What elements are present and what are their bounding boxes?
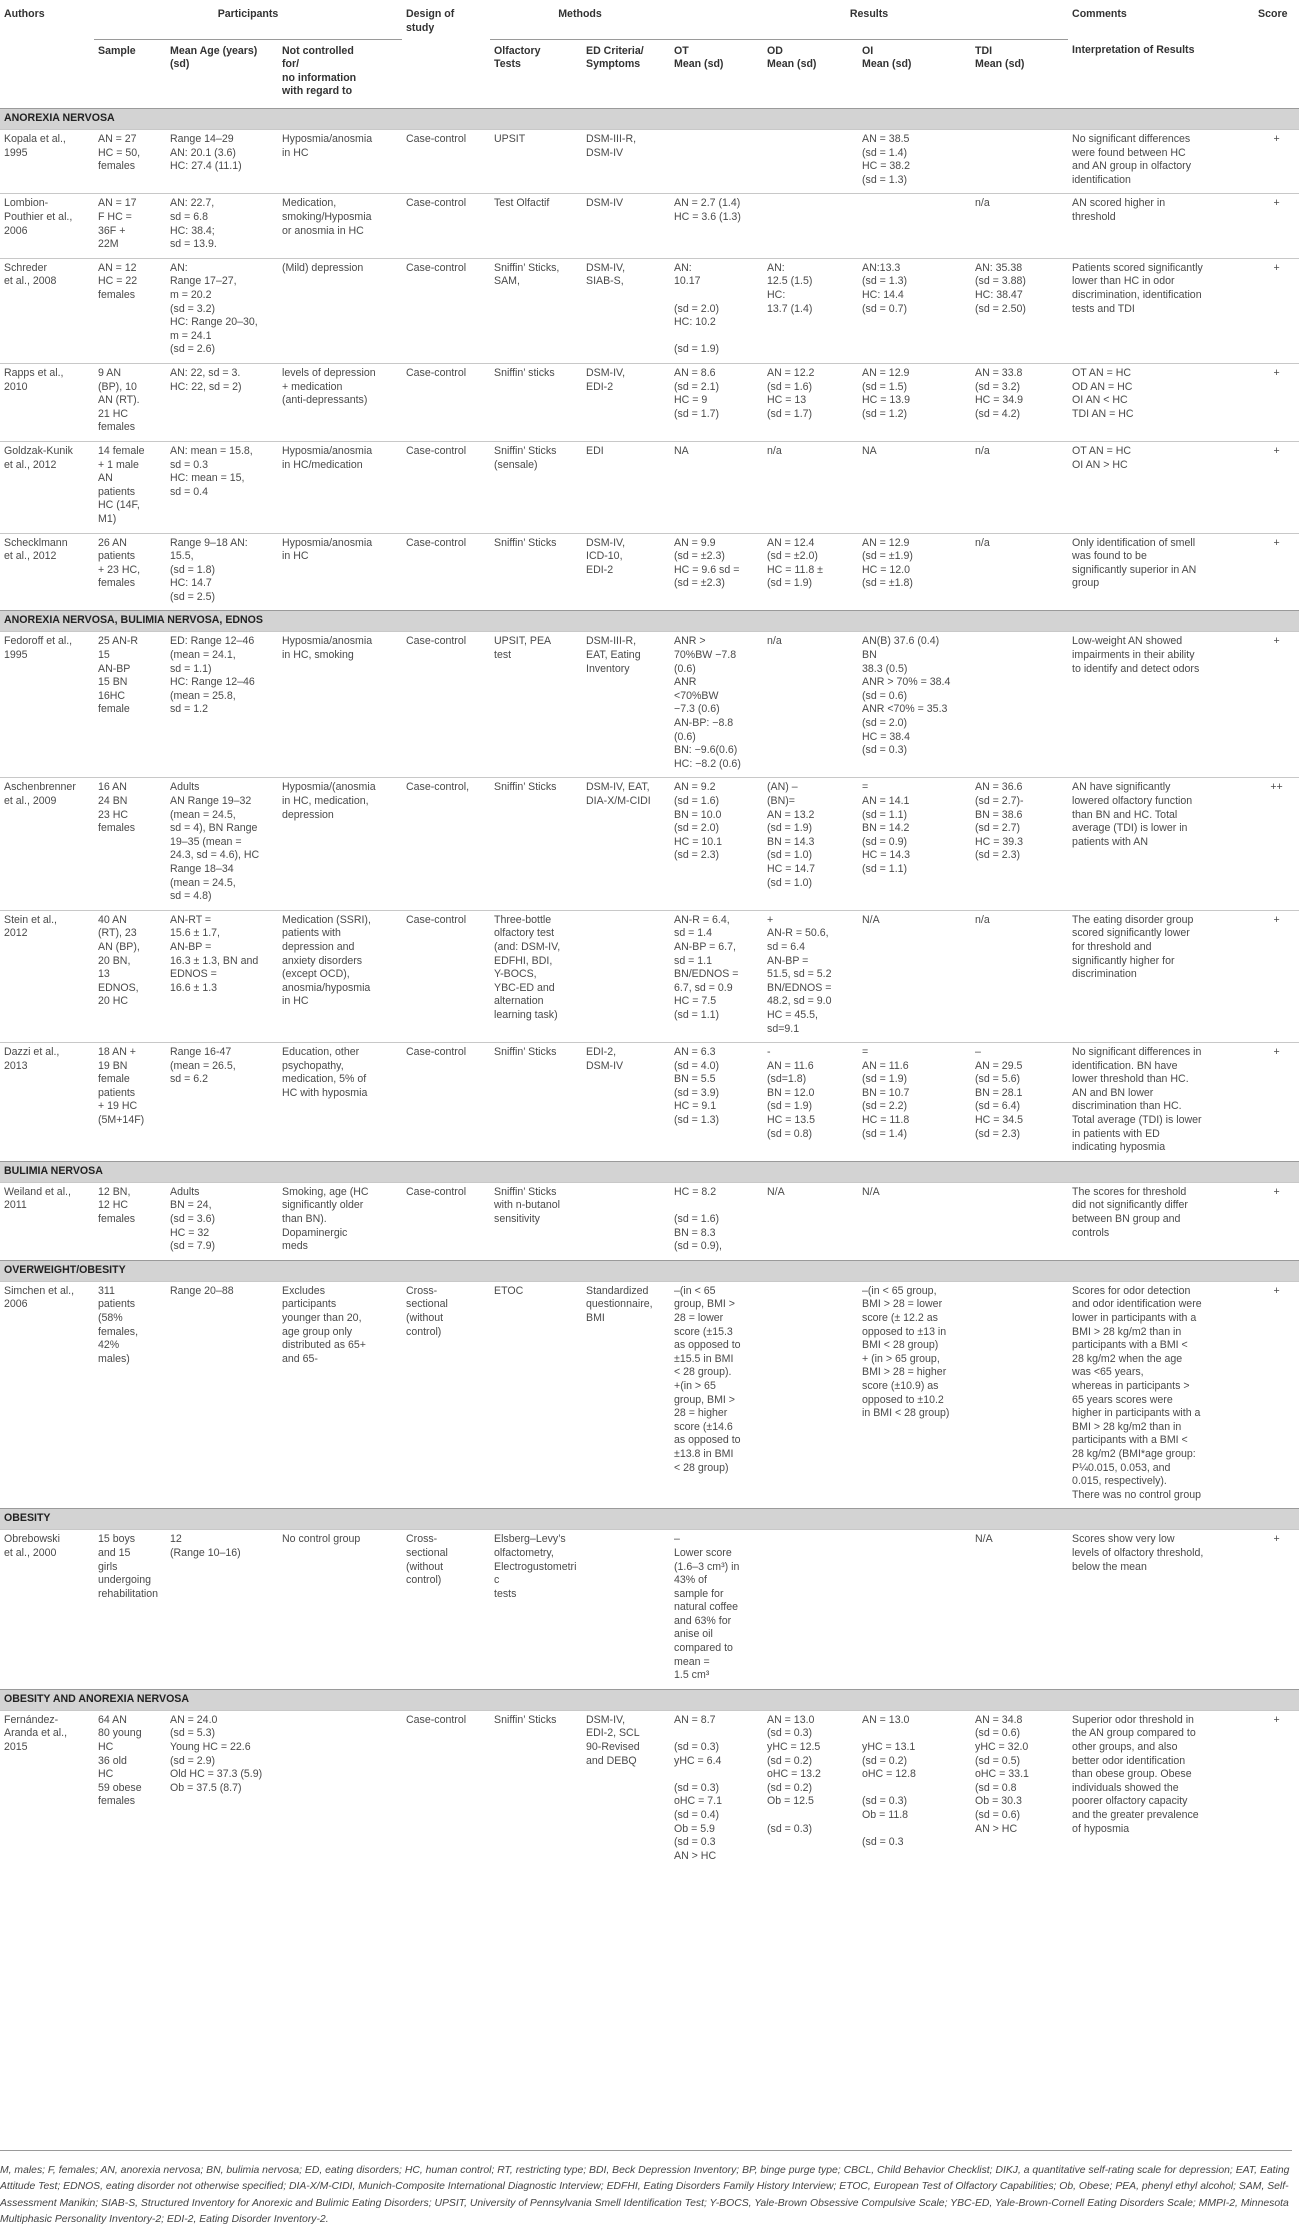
ed-criteria-cell: DSM-IV, EDI-2, SCL 90-Revised and DEBQ bbox=[582, 1710, 670, 1869]
header-od: OD Mean (sd) bbox=[763, 39, 858, 108]
ot-cell: –(in < 65 group, BMI > 28 = lower score (±15.3 as opposed to ±15.5 in BMI < 28 group). +(in > 65 group, BMI > 28 = higher score (±14.6 as opposed to ±13.8 in BMI < 28 group) bbox=[670, 1281, 763, 1509]
not-controlled-cell: Hyposmia/anosmia in HC bbox=[278, 533, 402, 611]
interpretation-cell: OT AN = HC OD AN = HC OI AN < HC TDI AN = HC bbox=[1068, 363, 1254, 441]
od-cell bbox=[763, 130, 858, 194]
design-cell: Case-control bbox=[402, 1043, 490, 1162]
header-interpretation: Interpretation of Results bbox=[1068, 39, 1254, 108]
design-cell: Case-control bbox=[402, 258, 490, 363]
score-cell: + bbox=[1254, 130, 1299, 194]
od-cell: AN = 13.0 (sd = 0.3) yHC = 12.5 (sd = 0.2) oHC = 13.2 (sd = 0.2) Ob = 12.5 (sd = 0.3) bbox=[763, 1710, 858, 1869]
sample-cell: 311 patients (58% females, 42% males) bbox=[94, 1281, 166, 1509]
sample-cell: 16 AN 24 BN 23 HC females bbox=[94, 778, 166, 910]
section-obesity-and-anorexia-nervosa bbox=[0, 1689, 1299, 1710]
tdi-cell: AN = 36.6 (sd = 2.7)- BN = 38.6 (sd = 2.7) HC = 39.3 (sd = 2.3) bbox=[971, 778, 1068, 910]
author-cell: Lombion- Pouthier et al., 2006 bbox=[0, 194, 94, 258]
olfactory-test-cell: UPSIT, PEA test bbox=[490, 632, 582, 778]
score-cell: + bbox=[1254, 1281, 1299, 1509]
sample-cell: 9 AN (BP), 10 AN (RT). 21 HC females bbox=[94, 363, 166, 441]
ed-criteria-cell bbox=[582, 1530, 670, 1690]
mean-age-cell: Range 16-47 (mean = 26.5, sd = 6.2 bbox=[166, 1043, 278, 1162]
design-cell: Case-control bbox=[402, 194, 490, 258]
section-obesity bbox=[0, 1509, 1299, 1530]
header-design: Design of study bbox=[406, 8, 455, 34]
mean-age-cell: Range 20–88 bbox=[166, 1281, 278, 1509]
od-cell: N/A bbox=[763, 1182, 858, 1260]
table-body bbox=[0, 109, 1299, 1870]
section-title: OBESITY AND ANOREXIA NERVOSA bbox=[0, 1689, 1299, 1710]
ot-cell: AN = 9.2 (sd = 1.6) BN = 10.0 (sd = 2.0) HC = 10.1 (sd = 2.3) bbox=[670, 778, 763, 910]
od-cell: AN = 12.4 (sd = ±2.0) HC = 11.8 ± (sd = 1.9) bbox=[763, 533, 858, 611]
not-controlled-cell: Hyposmia/anosmia in HC bbox=[278, 130, 402, 194]
ed-criteria-cell: DSM-IV, ICD-10, EDI-2 bbox=[582, 533, 670, 611]
mean-age-cell: Adults AN Range 19–32 (mean = 24.5, sd = 4), BN Range 19–35 (mean = 24.3, sd = 4.6), HC Range 18–34 (mean = 24.5, sd = 4.8) bbox=[166, 778, 278, 910]
ed-criteria-cell: EDI bbox=[582, 441, 670, 533]
od-cell: (AN) – (BN)= AN = 13.2 (sd = 1.9) BN = 14.3 (sd = 1.0) HC = 14.7 (sd = 1.0) bbox=[763, 778, 858, 910]
table-footnote: M, males; F, females; AN, anorexia nervosa; BN, bulimia nervosa; ED, eating disorders; HC, human control; RT, restricting type; BDI, Beck Depression Inventory; BP, binge purge type; CBCL, Child Behavior Checklist; DIKJ, a quantitative self-rating scale for depression; EAT, Eating Attitude Test; EDNOS, eating disorder not otherwise specified; DIA-X/M-CIDI, Munich-Composite International Diagnostic Interview; EDFHI, Eating Disorders Family History Interview; ETOC, European Test of Olfactory Capabilities; Ob, Obese; PEA, phenyl ethyl alcohol; SAM, Self-Assessment Manikin; SIAB-S, Structured Inventory for Anorexic and Bulimic Eating Disorders; UPSIT, University of Pennsylvania Smell Identification Test; Y-BOCS, Yale-Brown Obsessive Compulsive Scale; YBC-ED, Yale-Brown-Cornell Eating Disorders Scale; MMPI-2, Minnesota Multiphasic Personality Inventory-2; EDI-2, Eating Disorder Inventory-2. bbox=[0, 2150, 1292, 2228]
section-title: BULIMIA NERVOSA bbox=[0, 1161, 1299, 1182]
oi-cell: AN:13.3 (sd = 1.3) HC: 14.4 (sd = 0.7) bbox=[858, 258, 971, 363]
design-cell: Case-control bbox=[402, 441, 490, 533]
not-controlled-cell: Hyposmia/anosmia in HC/medication bbox=[278, 441, 402, 533]
sample-cell: 25 AN-R 15 AN-BP 15 BN 16HC female bbox=[94, 632, 166, 778]
ot-cell: HC = 8.2 (sd = 1.6) BN = 8.3 (sd = 0.9), bbox=[670, 1182, 763, 1260]
author-cell: Goldzak-Kunik et al., 2012 bbox=[0, 441, 94, 533]
section-title: OBESITY bbox=[0, 1509, 1299, 1530]
design-cell: Cross- sectional (without control) bbox=[402, 1281, 490, 1509]
score-cell: + bbox=[1254, 1530, 1299, 1690]
header-score: Score bbox=[1258, 8, 1288, 20]
ot-cell bbox=[670, 130, 763, 194]
ed-criteria-cell: DSM-III-R, EAT, Eating Inventory bbox=[582, 632, 670, 778]
oi-cell: N/A bbox=[858, 910, 971, 1042]
od-cell: n/a bbox=[763, 632, 858, 778]
not-controlled-cell: Medication (SSRI), patients with depression and anxiety disorders (except OCD), anosmia/hyposmia in HC bbox=[278, 910, 402, 1042]
ed-criteria-cell: DSM-IV bbox=[582, 194, 670, 258]
interpretation-cell: Scores for odor detection and odor identification were lower in participants with a BMI > 28 kg/m2 than in participants with a BMI < 28 kg/m2 when the age was <65 years, whereas in participants > 65 years scores were higher in participants with a BMI > 28 kg/m2 than in participants with a BMI < 28 kg/m2 (BMI*age group: P¼0.015, 0.053, and 0.015, respectively). There was no control group bbox=[1068, 1281, 1254, 1509]
mean-age-cell: Adults BN = 24, (sd = 3.6) HC = 32 (sd = 7.9) bbox=[166, 1182, 278, 1260]
header-methods: Methods bbox=[490, 0, 670, 39]
header-authors: Authors bbox=[4, 8, 45, 20]
design-cell: Case-control bbox=[402, 632, 490, 778]
mean-age-cell: Range 14–29 AN: 20.1 (3.6) HC: 27.4 (11.1) bbox=[166, 130, 278, 194]
tdi-cell: n/a bbox=[971, 194, 1068, 258]
oi-cell bbox=[858, 194, 971, 258]
table-row bbox=[0, 778, 1299, 910]
tdi-cell: AN: 35.38 (sd = 3.88) HC: 38.47 (sd = 2.50) bbox=[971, 258, 1068, 363]
interpretation-cell: AN have significantly lowered olfactory function than BN and HC. Total average (TDI) is lower in patients with AN bbox=[1068, 778, 1254, 910]
sample-cell: 26 AN patients + 23 HC, females bbox=[94, 533, 166, 611]
ed-criteria-cell bbox=[582, 910, 670, 1042]
not-controlled-cell: No control group bbox=[278, 1530, 402, 1690]
score-cell: + bbox=[1254, 363, 1299, 441]
mean-age-cell: AN: 22.7, sd = 6.8 HC: 38.4; sd = 13.9. bbox=[166, 194, 278, 258]
header-design-blank bbox=[402, 39, 490, 108]
not-controlled-cell: Medication, smoking/Hyposmia or anosmia in HC bbox=[278, 194, 402, 258]
ed-criteria-cell: DSM-IV, SIAB-S, bbox=[582, 258, 670, 363]
olfactory-test-cell: Sniffin’ Sticks, SAM, bbox=[490, 258, 582, 363]
score-cell: + bbox=[1254, 194, 1299, 258]
section-bulimia-nervosa bbox=[0, 1161, 1299, 1182]
header-ed-criteria: ED Criteria/ Symptoms bbox=[582, 39, 670, 108]
header-oi: OI Mean (sd) bbox=[858, 39, 971, 108]
table-row bbox=[0, 632, 1299, 778]
ot-cell: AN = 8.6 (sd = 2.1) HC = 9 (sd = 1.7) bbox=[670, 363, 763, 441]
sample-cell: AN = 27 HC = 50, females bbox=[94, 130, 166, 194]
table-row bbox=[0, 1281, 1299, 1509]
not-controlled-cell: levels of depression + medication (anti-depressants) bbox=[278, 363, 402, 441]
sample-cell: 64 AN 80 young HC 36 old HC 59 obese females bbox=[94, 1710, 166, 1869]
oi-cell: AN = 13.0 yHC = 13.1 (sd = 0.2) oHC = 12.8 (sd = 0.3) Ob = 11.8 (sd = 0.3 bbox=[858, 1710, 971, 1869]
olfactory-test-cell: Sniffin’ Sticks with n-butanol sensitivity bbox=[490, 1182, 582, 1260]
author-cell: Obrebowski et al., 2000 bbox=[0, 1530, 94, 1690]
section-title: ANOREXIA NERVOSA, BULIMIA NERVOSA, EDNOS bbox=[0, 611, 1299, 632]
not-controlled-cell: Smoking, age (HC significantly older than BN). Dopaminergic meds bbox=[278, 1182, 402, 1260]
tdi-cell: n/a bbox=[971, 910, 1068, 1042]
score-cell: ++ bbox=[1254, 778, 1299, 910]
mean-age-cell: AN: Range 17–27, m = 20.2 (sd = 3.2) HC: Range 20–30, m = 24.1 (sd = 2.6) bbox=[166, 258, 278, 363]
header-mean-age: Mean Age (years) (sd) bbox=[166, 39, 278, 108]
design-cell: Case-control bbox=[402, 910, 490, 1042]
ot-cell: AN = 2.7 (1.4) HC = 3.6 (1.3) bbox=[670, 194, 763, 258]
ot-cell: – Lower score (1.6–3 cm³) in 43% of sample for natural coffee and 63% for anise oil compared to mean = 1.5 cm³ bbox=[670, 1530, 763, 1690]
score-cell: + bbox=[1254, 632, 1299, 778]
not-controlled-cell bbox=[278, 1710, 402, 1869]
author-cell: Schreder et al., 2008 bbox=[0, 258, 94, 363]
header-results: Results bbox=[670, 0, 1068, 39]
not-controlled-cell: Excludes participants younger than 20, age group only distributed as 65+ and 65- bbox=[278, 1281, 402, 1509]
ed-criteria-cell bbox=[582, 1182, 670, 1260]
table-row bbox=[0, 1043, 1299, 1162]
table-row bbox=[0, 130, 1299, 194]
mean-age-cell: 12 (Range 10–16) bbox=[166, 1530, 278, 1690]
ot-cell: AN-R = 6.4, sd = 1.4 AN-BP = 6.7, sd = 1.1 BN/EDNOS = 6.7, sd = 0.9 HC = 7.5 (sd = 1.1) bbox=[670, 910, 763, 1042]
sample-cell: AN = 12 HC = 22 females bbox=[94, 258, 166, 363]
design-cell: Case-control, bbox=[402, 778, 490, 910]
section-overweight-obesity bbox=[0, 1260, 1299, 1281]
tdi-cell bbox=[971, 632, 1068, 778]
table-header bbox=[0, 0, 1299, 109]
ot-cell: AN = 6.3 (sd = 4.0) BN = 5.5 (sd = 3.9) HC = 9.1 (sd = 1.3) bbox=[670, 1043, 763, 1162]
od-cell: AN: 12.5 (1.5) HC: 13.7 (1.4) bbox=[763, 258, 858, 363]
header-tdi: TDI Mean (sd) bbox=[971, 39, 1068, 108]
author-cell: Schecklmann et al., 2012 bbox=[0, 533, 94, 611]
ed-criteria-cell: DSM-IV, EDI-2 bbox=[582, 363, 670, 441]
author-cell: Dazzi et al., 2013 bbox=[0, 1043, 94, 1162]
author-cell: Simchen et al., 2006 bbox=[0, 1281, 94, 1509]
score-cell: + bbox=[1254, 441, 1299, 533]
sample-cell: 12 BN, 12 HC females bbox=[94, 1182, 166, 1260]
score-cell: + bbox=[1254, 1182, 1299, 1260]
olfactory-test-cell: Sniffin’ Sticks bbox=[490, 533, 582, 611]
mean-age-cell: AN-RT = 15.6 ± 1.7, AN-BP = 16.3 ± 1.3, BN and EDNOS = 16.6 ± 1.3 bbox=[166, 910, 278, 1042]
table-row bbox=[0, 533, 1299, 611]
not-controlled-cell: (Mild) depression bbox=[278, 258, 402, 363]
mean-age-cell: AN: 22, sd = 3. HC: 22, sd = 2) bbox=[166, 363, 278, 441]
design-cell: Case-control bbox=[402, 533, 490, 611]
olfactory-test-cell: ETOC bbox=[490, 1281, 582, 1509]
tdi-cell: n/a bbox=[971, 441, 1068, 533]
ed-criteria-cell: EDI-2, DSM-IV bbox=[582, 1043, 670, 1162]
oi-cell: AN = 38.5 (sd = 1.4) HC = 38.2 (sd = 1.3) bbox=[858, 130, 971, 194]
ot-cell: NA bbox=[670, 441, 763, 533]
mean-age-cell: Range 9–18 AN: 15.5, (sd = 1.8) HC: 14.7 (sd = 2.5) bbox=[166, 533, 278, 611]
author-cell: Fernández- Aranda et al., 2015 bbox=[0, 1710, 94, 1869]
olfactory-test-cell: Sniffin’ Sticks (sensale) bbox=[490, 441, 582, 533]
score-cell: + bbox=[1254, 1043, 1299, 1162]
interpretation-cell: The scores for threshold did not significantly differ between BN group and controls bbox=[1068, 1182, 1254, 1260]
score-cell: + bbox=[1254, 258, 1299, 363]
olfactory-test-cell: Sniffin’ Sticks bbox=[490, 1043, 582, 1162]
interpretation-cell: OT AN = HC OI AN > HC bbox=[1068, 441, 1254, 533]
ot-cell: AN = 9.9 (sd = ±2.3) HC = 9.6 sd = (sd = ±2.3) bbox=[670, 533, 763, 611]
od-cell bbox=[763, 1530, 858, 1690]
interpretation-cell: No significant differences in identification. BN have lower threshold than HC. AN and BN lower discrimination than HC. Total average (TDI) is lower in patients with ED indicating hyposmia bbox=[1068, 1043, 1254, 1162]
table-row bbox=[0, 194, 1299, 258]
sample-cell: AN = 17 F HC = 36F + 22M bbox=[94, 194, 166, 258]
header-comments: Comments bbox=[1072, 8, 1127, 20]
design-cell: Case-control bbox=[402, 1710, 490, 1869]
header-score-blank bbox=[1254, 39, 1299, 108]
table-row bbox=[0, 441, 1299, 533]
mean-age-cell: ED: Range 12–46 (mean = 24.1, sd = 1.1) HC: Range 12–46 (mean = 25.8, sd = 1.2 bbox=[166, 632, 278, 778]
header-olfactory-tests: Olfactory Tests bbox=[490, 39, 582, 108]
od-cell bbox=[763, 194, 858, 258]
tdi-cell: AN = 33.8 (sd = 3.2) HC = 34.9 (sd = 4.2) bbox=[971, 363, 1068, 441]
table-row bbox=[0, 1182, 1299, 1260]
tdi-cell: – AN = 29.5 (sd = 5.6) BN = 28.1 (sd = 6.4) HC = 34.5 (sd = 2.3) bbox=[971, 1043, 1068, 1162]
design-cell: Case-control bbox=[402, 1182, 490, 1260]
table-row bbox=[0, 910, 1299, 1042]
oi-cell: AN(B) 37.6 (0.4) BN 38.3 (0.5) ANR > 70% = 38.4 (sd = 0.6) ANR <70% = 35.3 (sd = 2.0) HC = 38.4 (sd = 0.3) bbox=[858, 632, 971, 778]
interpretation-cell: Scores show very low levels of olfactory threshold, below the mean bbox=[1068, 1530, 1254, 1690]
oi-cell: = AN = 14.1 (sd = 1.1) BN = 14.2 (sd = 0.9) HC = 14.3 (sd = 1.1) bbox=[858, 778, 971, 910]
tdi-cell: N/A bbox=[971, 1530, 1068, 1690]
interpretation-cell: Only identification of smell was found to be significantly superior in AN group bbox=[1068, 533, 1254, 611]
olfactory-test-cell: Elsberg–Levy’s olfactometry, Electrogustometric tests bbox=[490, 1530, 582, 1690]
ed-criteria-cell: Standardized questionnaire, BMI bbox=[582, 1281, 670, 1509]
section-title: ANOREXIA NERVOSA bbox=[0, 109, 1299, 130]
olfactory-test-cell: Sniffin’ Sticks bbox=[490, 778, 582, 910]
tdi-cell: n/a bbox=[971, 533, 1068, 611]
ot-cell: AN = 8.7 (sd = 0.3) yHC = 6.4 (sd = 0.3) oHC = 7.1 (sd = 0.4) Ob = 5.9 (sd = 0.3 AN > HC bbox=[670, 1710, 763, 1869]
olfactory-test-cell: Test Olfactif bbox=[490, 194, 582, 258]
sample-cell: 40 AN (RT), 23 AN (BP), 20 BN, 13 EDNOS, 20 HC bbox=[94, 910, 166, 1042]
oi-cell bbox=[858, 1530, 971, 1690]
interpretation-cell: AN scored higher in threshold bbox=[1068, 194, 1254, 258]
header-sample: Sample bbox=[94, 39, 166, 108]
olfactory-test-cell: Sniffin’ sticks bbox=[490, 363, 582, 441]
author-cell: Rapps et al., 2010 bbox=[0, 363, 94, 441]
table-row bbox=[0, 258, 1299, 363]
author-cell: Stein et al., 2012 bbox=[0, 910, 94, 1042]
table-row bbox=[0, 363, 1299, 441]
not-controlled-cell: Hyposmia/anosmia in HC, smoking bbox=[278, 632, 402, 778]
section-anorexia-nervosa bbox=[0, 109, 1299, 130]
sample-cell: 14 female + 1 male AN patients HC (14F, M1) bbox=[94, 441, 166, 533]
header-authors-blank bbox=[0, 39, 94, 108]
mean-age-cell: AN: mean = 15.8, sd = 0.3 HC: mean = 15, sd = 0.4 bbox=[166, 441, 278, 533]
ot-cell: ANR > 70%BW −7.8 (0.6) ANR <70%BW −7.3 (0.6) AN-BP: −8.8 (0.6) BN: −9.6(0.6) HC: −8.2 (0.6) bbox=[670, 632, 763, 778]
olfactory-test-cell: Three-bottle olfactory test (and: DSM-IV, EDFHI, BDI, Y-BOCS, YBC-ED and alternation learning task) bbox=[490, 910, 582, 1042]
not-controlled-cell: Hyposmia/(anosmia in HC, medication, depression bbox=[278, 778, 402, 910]
oi-cell: –(in < 65 group, BMI > 28 = lower score (± 12.2 as opposed to ±13 in BMI < 28 group) + (in > 65 group, BMI > 28 = higher score (±10.9) as opposed to ±10.2 in BMI < 28 group) bbox=[858, 1281, 971, 1509]
od-cell: n/a bbox=[763, 441, 858, 533]
oi-cell: AN = 12.9 (sd = 1.5) HC = 13.9 (sd = 1.2) bbox=[858, 363, 971, 441]
tdi-cell bbox=[971, 1281, 1068, 1509]
interpretation-cell: Patients scored significantly lower than HC in odor discrimination, identification tests and TDI bbox=[1068, 258, 1254, 363]
oi-cell: AN = 12.9 (sd = ±1.9) HC = 12.0 (sd = ±1.8) bbox=[858, 533, 971, 611]
score-cell: + bbox=[1254, 910, 1299, 1042]
author-cell: Aschenbrenner et al., 2009 bbox=[0, 778, 94, 910]
od-cell: - AN = 11.6 (sd=1.8) BN = 12.0 (sd = 1.9) HC = 13.5 (sd = 0.8) bbox=[763, 1043, 858, 1162]
table-row bbox=[0, 1710, 1299, 1869]
author-cell: Kopala et al., 1995 bbox=[0, 130, 94, 194]
design-cell: Case-control bbox=[402, 130, 490, 194]
author-cell: Weiland et al., 2011 bbox=[0, 1182, 94, 1260]
oi-cell: NA bbox=[858, 441, 971, 533]
score-cell: + bbox=[1254, 533, 1299, 611]
design-cell: Cross- sectional (without control) bbox=[402, 1530, 490, 1690]
sample-cell: 18 AN + 19 BN female patients + 19 HC (5M+14F) bbox=[94, 1043, 166, 1162]
oi-cell: N/A bbox=[858, 1182, 971, 1260]
tdi-cell: AN = 34.8 (sd = 0.6) yHC = 32.0 (sd = 0.5) oHC = 33.1 (sd = 0.8 Ob = 30.3 (sd = 0.6) AN > HC bbox=[971, 1710, 1068, 1869]
oi-cell: = AN = 11.6 (sd = 1.9) BN = 10.7 (sd = 2.2) HC = 11.8 (sd = 1.4) bbox=[858, 1043, 971, 1162]
ed-criteria-cell: DSM-IV, EAT, DIA-X/M-CIDI bbox=[582, 778, 670, 910]
interpretation-cell: The eating disorder group scored significantly lower for threshold and significantly higher for discrimination bbox=[1068, 910, 1254, 1042]
not-controlled-cell: Education, other psychopathy, medication, 5% of HC with hyposmia bbox=[278, 1043, 402, 1162]
score-cell: + bbox=[1254, 1710, 1299, 1869]
interpretation-cell: Low-weight AN showed impairments in their ability to identify and detect odors bbox=[1068, 632, 1254, 778]
design-cell: Case-control bbox=[402, 363, 490, 441]
author-cell: Fedoroff et al., 1995 bbox=[0, 632, 94, 778]
sample-cell: 15 boys and 15 girls undergoing rehabilitation bbox=[94, 1530, 166, 1690]
ed-criteria-cell: DSM-III-R, DSM-IV bbox=[582, 130, 670, 194]
header-not-controlled: Not controlled for/ no information with regard to bbox=[278, 39, 402, 108]
table-row bbox=[0, 1530, 1299, 1690]
tdi-cell bbox=[971, 1182, 1068, 1260]
od-cell bbox=[763, 1281, 858, 1509]
header-ot: OT Mean (sd) bbox=[670, 39, 763, 108]
section-anorexia-nervosa-bulimia-nervosa-ednos bbox=[0, 611, 1299, 632]
interpretation-cell: No significant differences were found between HC and AN group in olfactory identification bbox=[1068, 130, 1254, 194]
olfactory-test-cell: Sniffin’ Sticks bbox=[490, 1710, 582, 1869]
od-cell: AN = 12.2 (sd = 1.6) HC = 13 (sd = 1.7) bbox=[763, 363, 858, 441]
tdi-cell bbox=[971, 130, 1068, 194]
section-title: OVERWEIGHT/OBESITY bbox=[0, 1260, 1299, 1281]
od-cell: + AN-R = 50.6, sd = 6.4 AN-BP = 51.5, sd = 5.2 BN/EDNOS = 48.2, sd = 9.0 HC = 45.5, sd=9.1 bbox=[763, 910, 858, 1042]
interpretation-cell: Superior odor threshold in the AN group compared to other groups, and also better odor identification than obese group. Obese individuals showed the poorer olfactory capacity and the greater prevalence of hyposmia bbox=[1068, 1710, 1254, 1869]
ot-cell: AN: 10.17 (sd = 2.0) HC: 10.2 (sd = 1.9) bbox=[670, 258, 763, 363]
olfactory-test-cell: UPSIT bbox=[490, 130, 582, 194]
mean-age-cell: AN = 24.0 (sd = 5.3) Young HC = 22.6 (sd = 2.9) Old HC = 37.3 (5.9) Ob = 37.5 (8.7) bbox=[166, 1710, 278, 1869]
header-participants: Participants bbox=[94, 0, 402, 39]
